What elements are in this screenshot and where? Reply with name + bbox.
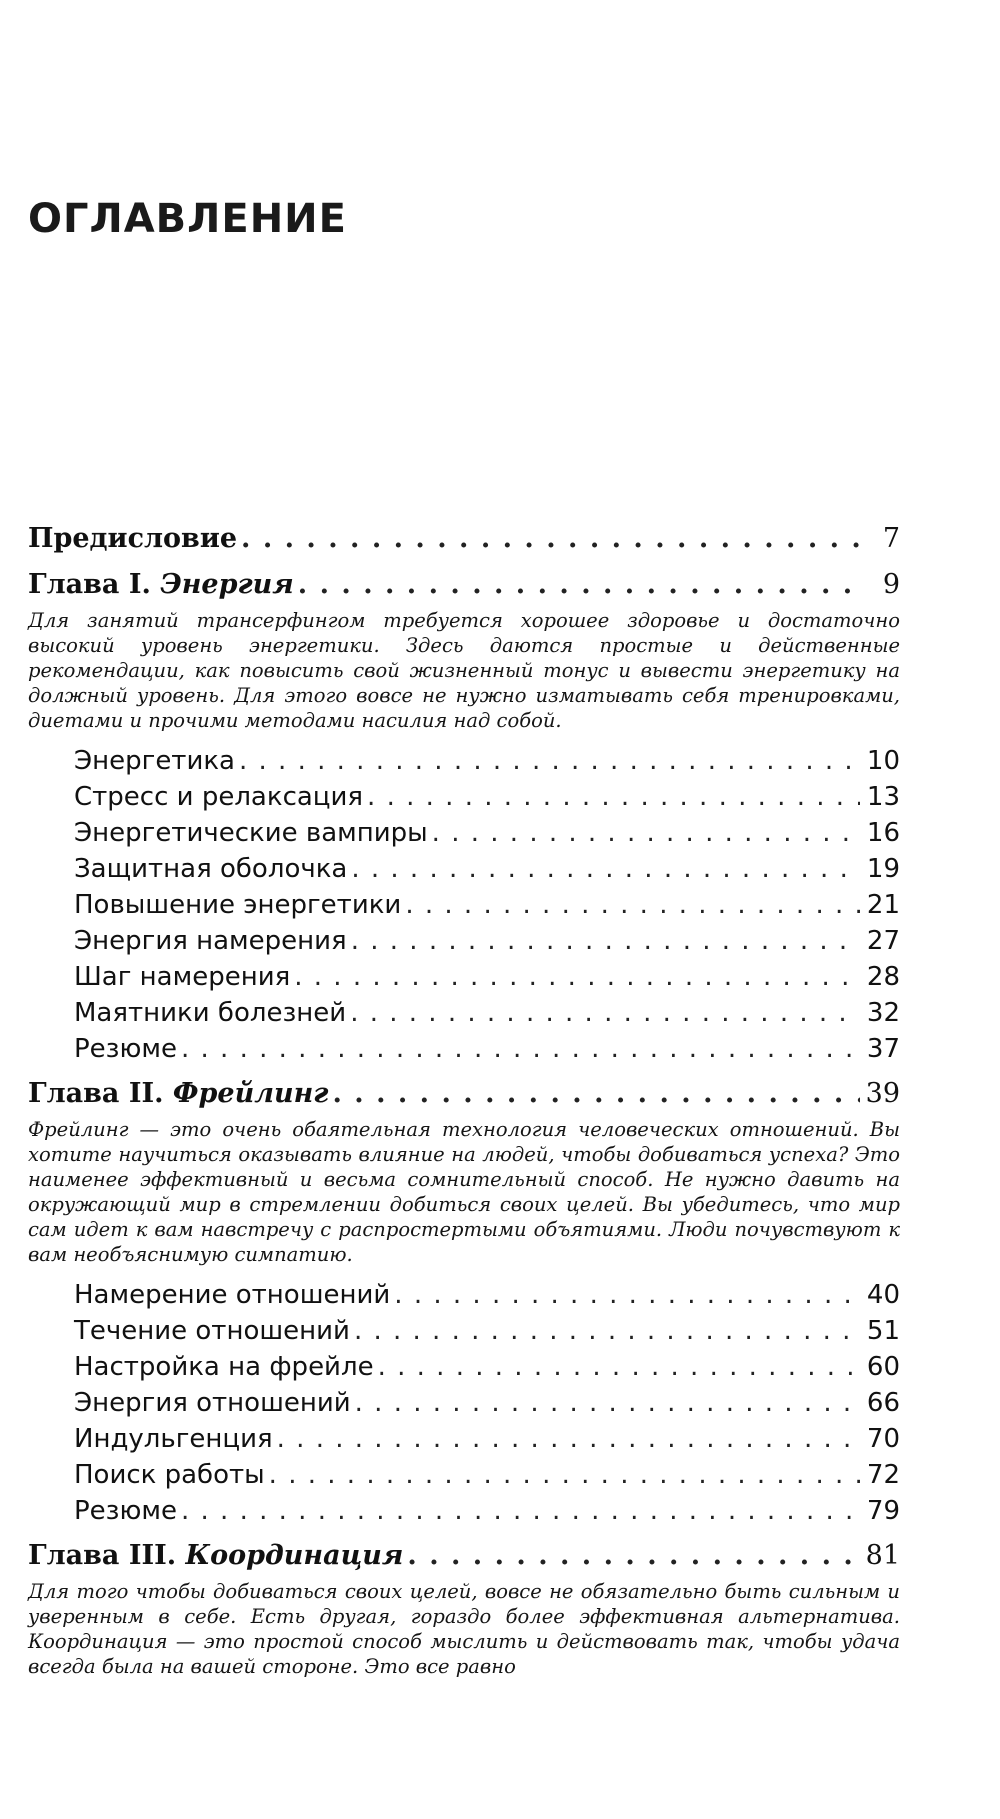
chapter-number: Глава III.	[28, 1540, 177, 1571]
section-title: Повышение энергетики	[74, 890, 402, 920]
chapter-description: Фрейлинг — это очень обаятельная технология человеческих отношений. Вы хотите научиться оказывать влияние на людей, чтобы добиваться успеха? Это наименее эффективный и весьма сомнительный способ. Не нужно давить на окружающий мир в стремлении добиться своих целей. Вы убедитесь, что мир сам идет к вам навстречу с распростертыми объятиями. Люди почувствуют к вам необъяснимую симпатию.	[28, 1118, 900, 1266]
page-number: 13	[866, 782, 900, 812]
section-title: Настройка на фрейле	[74, 1352, 374, 1382]
section-title: Энергия отношений	[74, 1388, 351, 1418]
page-number: 21	[866, 890, 900, 920]
toc-entry-chapter-1[interactable]	[28, 566, 900, 604]
dot-leader	[298, 566, 860, 604]
page-number: 37	[866, 1034, 900, 1064]
toc-entry-preface[interactable]	[28, 520, 900, 558]
dot-leader	[351, 923, 860, 959]
dot-leader	[405, 887, 860, 923]
chapter-title: Энергия	[160, 569, 294, 600]
chapter-label	[28, 1537, 403, 1575]
chapter-description: Для занятий трансерфингом требуется хорошее здоровье и достаточно высокий уровень энергетики. Здесь даются простые и действенные рекомендации, как повысить свой жизненный тонус и вывести энергетику на должный уровень. Для этого вовсе не нужно изматывать себя тренировками, диетами и прочими методами насилия над собой.	[28, 609, 900, 732]
toc-entry-section[interactable]	[28, 815, 900, 851]
dot-leader	[277, 1421, 860, 1457]
page-number: 19	[866, 854, 900, 884]
page-number: 79	[866, 1496, 900, 1526]
chapter-label	[28, 1075, 328, 1113]
chapter-label	[28, 566, 294, 604]
toc-entry-section[interactable]	[28, 1493, 900, 1529]
section-title: Энергетика	[74, 746, 235, 776]
page-number: 27	[866, 926, 900, 956]
toc-entry-section[interactable]	[28, 1421, 900, 1457]
dot-leader	[239, 743, 860, 779]
section-title: Поиск работы	[74, 1460, 265, 1490]
dot-leader	[294, 959, 860, 995]
dot-leader	[432, 815, 860, 851]
section-title: Индульгенция	[74, 1424, 273, 1454]
chapter-description: Для того чтобы добиваться своих целей, вовсе не обязательно быть сильным и уверенным в себе. Есть другая, гораздо более эффективная альтернатива. Координация — это простой способ мыслить и действовать так, чтобы удача всегда была на вашей стороне. Это все равно	[28, 1580, 900, 1678]
page-number: 28	[866, 962, 900, 992]
toc-entry-chapter-2[interactable]	[28, 1075, 900, 1113]
dot-leader	[394, 1277, 860, 1313]
section-title: Резюме	[74, 1034, 177, 1064]
toc-entry-chapter-3[interactable]	[28, 1537, 900, 1575]
section-title: Намерение отношений	[74, 1280, 391, 1310]
page-number: 10	[866, 746, 900, 776]
toc-entry-section[interactable]	[28, 995, 900, 1031]
toc-entry-section[interactable]	[28, 1277, 900, 1313]
page-number: 66	[866, 1388, 900, 1418]
section-title: Маятники болезней	[74, 998, 347, 1028]
toc-entry-section[interactable]	[28, 887, 900, 923]
chapter-title: Координация	[185, 1540, 404, 1571]
entry-title: Предисловие	[28, 523, 238, 554]
page-number: 81	[865, 1540, 900, 1571]
table-of-contents	[28, 520, 900, 1689]
section-title: Течение отношений	[74, 1316, 350, 1346]
toc-entry-section[interactable]	[28, 923, 900, 959]
chapter-title: Фрейлинг	[172, 1078, 329, 1109]
chapter-number: Глава II.	[28, 1078, 164, 1109]
toc-entry-section[interactable]	[28, 1385, 900, 1421]
toc-entry-section[interactable]	[28, 851, 900, 887]
toc-entry-section[interactable]	[28, 743, 900, 779]
page-title: ОГЛАВЛЕНИЕ	[28, 196, 347, 242]
dot-leader	[367, 779, 860, 815]
dot-leader	[378, 1349, 860, 1385]
page-number: 60	[866, 1352, 900, 1382]
toc-entry-section[interactable]	[28, 1457, 900, 1493]
dot-leader	[407, 1537, 859, 1575]
toc-entry-section[interactable]	[28, 959, 900, 995]
dot-leader	[181, 1493, 860, 1529]
page-number: 40	[866, 1280, 900, 1310]
page-number: 72	[866, 1460, 900, 1490]
dot-leader	[350, 995, 860, 1031]
section-title: Защитная оболочка	[74, 854, 348, 884]
page-number: 51	[866, 1316, 900, 1346]
dot-leader	[181, 1031, 860, 1067]
section-title: Шаг намерения	[74, 962, 291, 992]
section-title: Энергия намерения	[74, 926, 347, 956]
toc-page	[28, 0, 900, 1819]
dot-leader	[269, 1457, 860, 1493]
toc-entry-section[interactable]	[28, 1031, 900, 1067]
dot-leader	[241, 520, 860, 558]
section-title: Резюме	[74, 1496, 177, 1526]
page-number: 16	[866, 818, 900, 848]
page-number: 70	[866, 1424, 900, 1454]
dot-leader	[332, 1075, 859, 1113]
chapter-number: Глава I.	[28, 569, 151, 600]
toc-entry-section[interactable]	[28, 779, 900, 815]
page-number: 39	[865, 1078, 900, 1109]
toc-entry-section[interactable]	[28, 1313, 900, 1349]
dot-leader	[355, 1385, 860, 1421]
page-number: 9	[882, 569, 900, 600]
section-title: Стресс и релаксация	[74, 782, 364, 812]
dot-leader	[351, 851, 860, 887]
dot-leader	[354, 1313, 860, 1349]
toc-entry-section[interactable]	[28, 1349, 900, 1385]
page-number: 7	[882, 523, 900, 554]
page-number: 32	[866, 998, 900, 1028]
section-title: Энергетические вампиры	[74, 818, 428, 848]
